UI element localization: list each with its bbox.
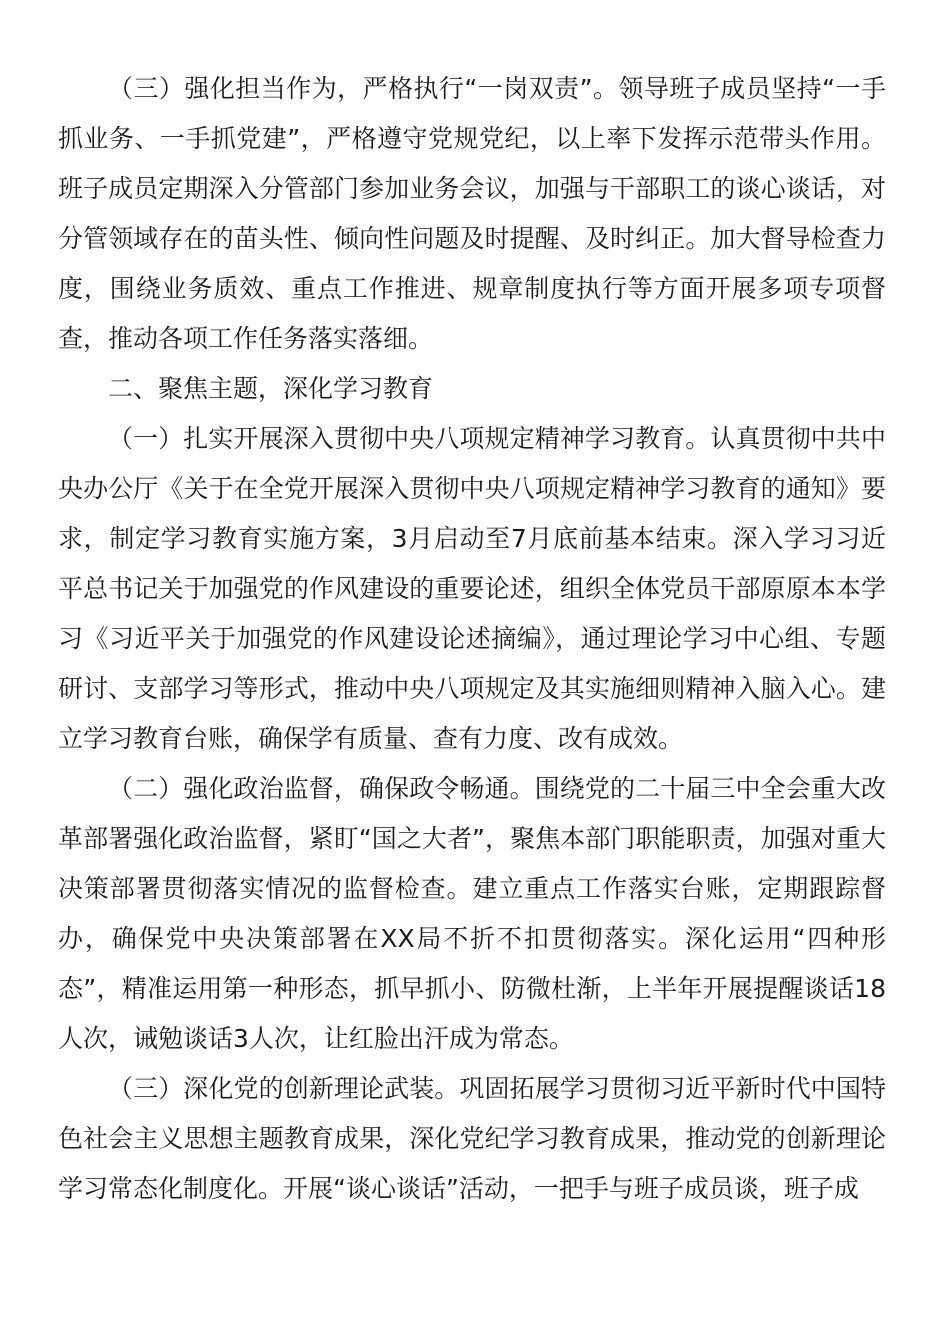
paragraph-political-supervision: （二）强化政治监督，确保政令畅通。围绕党的二十届三中全会重大改革部署强化政治监督，紧盯“国之大者”，聚焦本部门职能职责，加强对重大决策部署贯彻落实情况的监督检查。建立重点工作落实台账，定期跟踪督办，确保党中央决策部署在XX局不折不扣贯彻落实。深化运用“四种形态”，精准运用第一种形态，抓早抓小、防微杜渐，上半年开展提醒谈话18人次，诫勉谈话3人次，让红脸出汗成为常态。 — [58, 774, 886, 1053]
paragraph-duty-responsibility: （三）强化担当作为，严格执行“一岗双责”。领导班子成员坚持“一手抓业务、一手抓党建”，严格遵守党规党纪，以上率下发挥示范带头作用。班子成员定期深入分管部门参加业务会议，加强与干部职工的谈心谈话，对分管领域存在的苗头性、倾向性问题及时提醒、及时纠正。加大督导检查力度，围绕业务质效、重点工作推进、规章制度执行等方面开展多项专项督查，推动各项工作任务落实落细。 — [58, 74, 886, 353]
section-heading-study-education: 二、聚焦主题，深化学习教育 — [108, 374, 434, 403]
paragraph-theory-armament: （三）深化党的创新理论武装。巩固拓展学习贯彻习近平新时代中国特色社会主义思想主题教育成果，深化党纪学习教育成果，推动党的创新理论学习常态化制度化。开展“谈心谈话”活动，一把手与班子成员谈，班子成 — [58, 1074, 886, 1203]
document-body — [58, 64, 886, 1214]
paragraph-eight-regulations: （一）扎实开展深入贯彻中央八项规定精神学习教育。认真贯彻中共中央办公厅《关于在全党开展深入贯彻中央八项规定精神学习教育的通知》要求，制定学习教育实施方案，3月启动至7月底前基本结束。深入学习习近平总书记关于加强党的作风建设的重要论述，组织全体党员干部原原本本学习《习近平关于加强党的作风建设论述摘编》，通过理论学习中心组、专题研讨、支部学习等形式，推动中央八项规定及其实施细则精神入脑入心。建立学习教育台账，确保学有质量、查有力度、改有成效。 — [58, 424, 886, 753]
